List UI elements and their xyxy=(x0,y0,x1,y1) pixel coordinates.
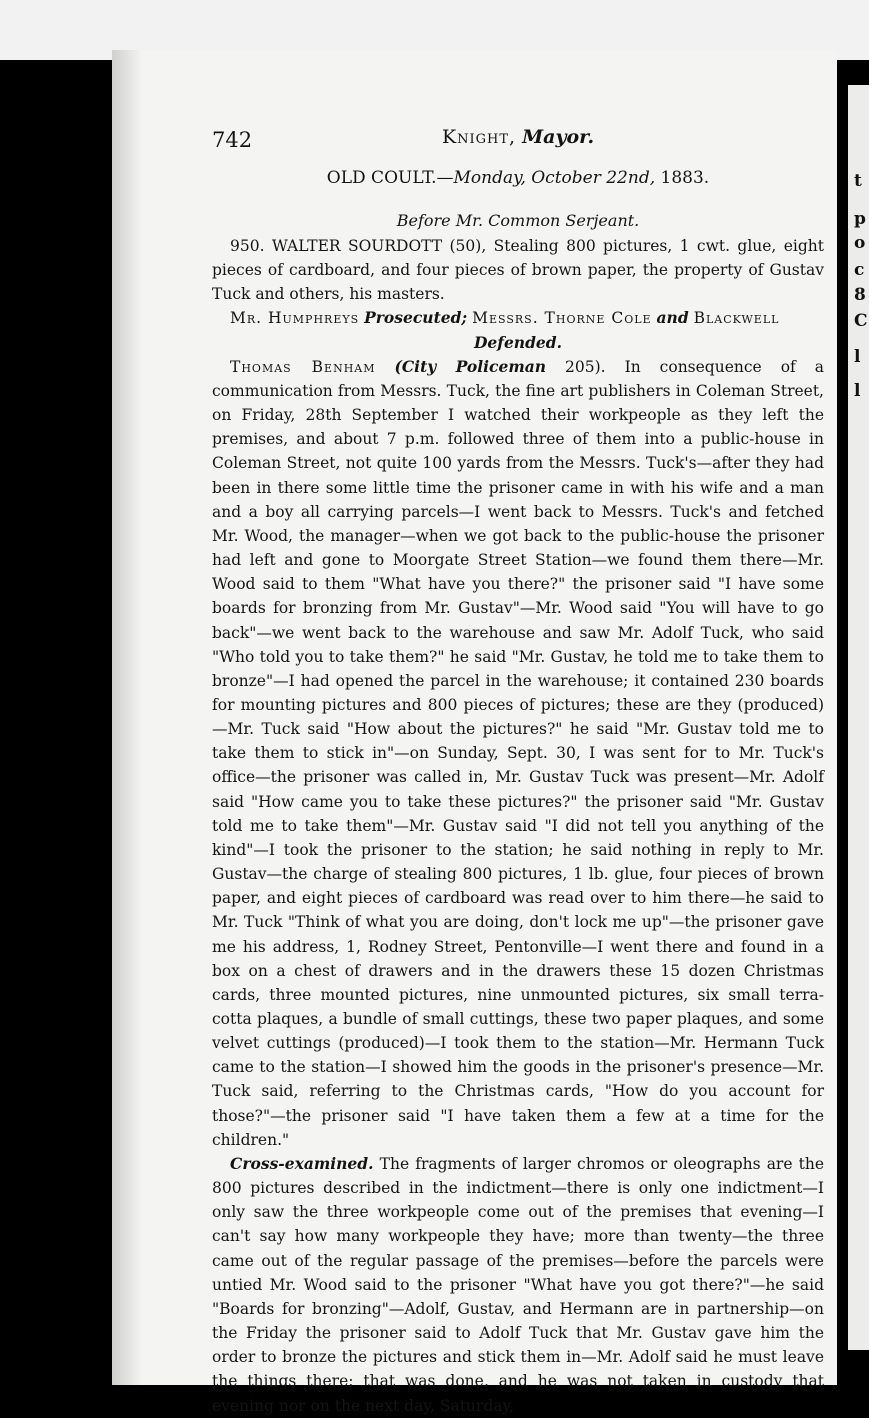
next-page-glyph: c xyxy=(854,260,865,280)
witness-name: Thomas Benham xyxy=(230,357,376,376)
and-word: and xyxy=(656,308,689,328)
court-date: Monday, October 22nd, xyxy=(453,168,656,188)
court-name: OLD COULT. xyxy=(326,168,437,188)
court-heading xyxy=(212,168,824,188)
court-year: 1883. xyxy=(660,168,710,188)
running-head xyxy=(212,126,824,148)
witness-testimony xyxy=(212,355,824,1152)
next-page-glyph: l xyxy=(854,381,861,401)
next-page-glyph: C xyxy=(854,311,868,331)
indictment: 950. WALTER SOURDOTT (50), Stealing 800 pictures, 1 cwt. glue, eight pieces of cardboard, and four pieces of brown paper, the property of Gustav Tuck and others, his masters. xyxy=(212,237,824,304)
witness-number: 205). xyxy=(565,357,606,376)
cross-text: The fragments of larger chromos or oleographs are the 800 pictures described in the indictment—there is only one indictment—I only saw the three workpeople come out of the premises that evening—I can't say how many workpeople they have; more than twenty—the three came out of the regular passage of the premises—before the parcels were untied Mr. Wood said to the prisoner "What have you got there?"—he said "Boards for bronzing"—Adolf, Gustav, and Hermann are in partnership—on the Friday the prisoner said to Adolf Tuck that Mr. Gustav gave him the order to bronze the pictures and stick them in—Mr. Adolf said he must leave the things there; that was done, and he was not taken in custody that evening nor on the next day, Saturday, xyxy=(212,1154,825,1415)
cross-examination xyxy=(212,1152,824,1418)
testimony-text: In consequence of a communication from Messrs. Tuck, the fine art publishers in Coleman Street, on Friday, 28th September I watched their workpeople as they left the premises, and about 7 p.m. followed three of them into a public-house in Coleman Street, not quite 100 yards from the Messrs. Tuck's—after they had been in there some little time the prisoner came in with his wife and a man and a boy all carrying parcels—I went back to Messrs. Tuck's and fetched Mr. Wood, the manager—when we got back to the public-house the prisoner had left and gone to Moorgate Street Station—we found them there—Mr. Wood said to them "What have you there?" the prisoner said "I have some boards for bronzing from Mr. Gustav"—Mr. Wood said "You will have to go back"—we went back to the warehouse and saw Mr. Adolf Tuck, who said "Who told you to take them?" he said "Mr. Gustav, he told me to take them to bronze"—I had opened the parcel in the warehouse; it contained 230 boards for mounting pictures and 800 pieces of pictures; these are they (produced)—Mr. Tuck said "How about the pictures?" he said "Mr. Gustav told me to take them to stick in"—on Sunday, Sept. 30, I was sent for to Mr. Tuck's office—the prisoner was called in, Mr. Gustav Tuck was present—Mr. Adolf said "How came you to take these pictures?" the prisoner said "Mr. Gustav told me to take them"—Mr. Gustav said "I did not tell you anything of the kind"—I took the prisoner to the station; he said nothing in reply to Mr. Gustav—the charge of stealing 800 pictures, 1 lb. glue, four pieces of brown paper, and eight pieces of cardboard was read over to him there—he said to Mr. Tuck "Think of what you are doing, don't lock me up"—the prisoner gave me his address, 1, Rodney Street, Pentonville—I went there and found in a box on a chest of drawers and in the drawers these 15 dozen Christmas cards, three mounted pictures, nine unmounted pictures, six small terra-cotta plaques, a bundle of small cuttings, these two paper plaques, and some velvet cuttings (produced)—I took them to the station—Mr. Hermann Tuck came to the station—I showed him the goods in the prisoner's presence—Mr. Tuck said, referring to the Christmas cards, "How do you account for those?"—the prisoner said "I have taken them a few at a time for the children." xyxy=(212,357,824,1149)
defence-counsel: Messrs. Thorne Cole xyxy=(472,309,652,328)
defence-counsel-2: Blackwell xyxy=(693,309,780,328)
next-page-glyph: t xyxy=(854,171,862,191)
next-page-glyph: 8 xyxy=(854,285,866,305)
defended-label: Defended. xyxy=(473,332,563,352)
counsel-line xyxy=(212,306,824,330)
page-gutter-shadow xyxy=(112,50,142,1385)
presiding-judge: Before Mr. Common Serjeant. xyxy=(396,211,640,230)
running-head-name: Knight, xyxy=(441,126,517,148)
report-body xyxy=(212,234,824,1418)
prosecution-counsel: Mr. Humphreys xyxy=(230,309,360,328)
court-dash: — xyxy=(436,168,454,188)
running-head-title: Mayor. xyxy=(522,126,595,148)
running-header xyxy=(212,126,824,162)
next-page-glyph: o xyxy=(854,233,866,253)
witness-role: (City Policeman xyxy=(394,356,547,376)
prosecuted-label: Prosecuted; xyxy=(364,308,468,328)
cross-label: Cross-examined. xyxy=(230,1153,374,1173)
next-page-glyph: l xyxy=(854,347,861,367)
next-page-glyph: p xyxy=(854,209,866,229)
next-page-strip xyxy=(848,85,869,1350)
page-number: 742 xyxy=(212,128,253,152)
